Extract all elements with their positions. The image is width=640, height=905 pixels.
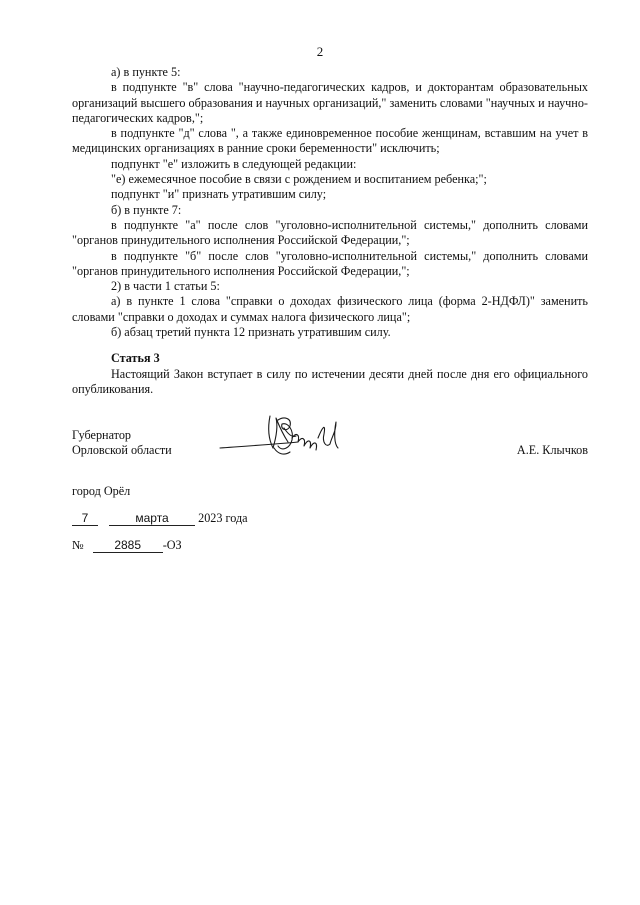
date-month: марта: [109, 512, 195, 526]
city: город Орёл: [72, 484, 131, 498]
date-day: 7: [72, 512, 98, 526]
paragraph: а) в пункте 1 слова "справки о доходах физического лица (форма 2-НДФЛ)" заменить словами "справки о доходах и суммах налога физического лица";: [72, 294, 588, 324]
paragraph: подпункт "е" изложить в следующей редакции:: [111, 156, 357, 171]
paragraph: в подпункте "д" слова ", а также единовременное пособие женщинам, вставшим на учет в медицинских организациях в ранние сроки беременности" исключить;: [72, 126, 588, 156]
page-number: 2: [316, 44, 324, 59]
signer-title: [72, 428, 172, 459]
signing-date: [72, 511, 248, 526]
paragraph: "е) ежемесячное пособие в связи с рождением и воспитанием ребенка;";: [111, 172, 487, 187]
signer-title-line: Губернатор: [72, 428, 132, 442]
article-title: Статья 3: [111, 351, 160, 366]
paragraph: в подпункте "б" после слов "уголовно-исполнительной системы," дополнить словами "органов принудительного исполнения Российской Федерации,";: [72, 248, 588, 278]
paragraph: в подпункте "в" слова "научно-педагогических кадров, и докторантам образовательных организаций высшего образования и научных организаций," заменить словами "научных и научно-педагогических кадров,";: [72, 80, 588, 125]
paragraph: в подпункте "а" после слов "уголовно-исполнительной системы," дополнить словами "органов принудительного исполнения Российской Федерации,";: [72, 217, 588, 248]
law-number: [72, 538, 182, 553]
paragraph: б) абзац третий пункта 12 признать утратившим силу.: [111, 325, 391, 340]
number-value: 2885: [93, 539, 163, 553]
paragraph: а) в пункте 5:: [111, 65, 181, 79]
handwritten-signature: [218, 408, 348, 468]
signer-name: А.Е. Клычков: [516, 443, 588, 457]
signer-title-line: Орловской области: [72, 443, 172, 458]
article-text: Настоящий Закон вступает в силу по истечении десяти дней после дня его официального опубликования.: [72, 366, 588, 396]
number-suffix: -ОЗ: [162, 538, 182, 552]
paragraph: 2) в части 1 статьи 5:: [111, 279, 220, 294]
paragraph: подпункт "и" признать утратившим силу;: [111, 187, 327, 202]
date-year: 2023 года: [198, 511, 248, 525]
paragraph: б) в пункте 7:: [111, 202, 182, 217]
document-body: [72, 65, 588, 397]
number-sign: №: [72, 538, 84, 552]
